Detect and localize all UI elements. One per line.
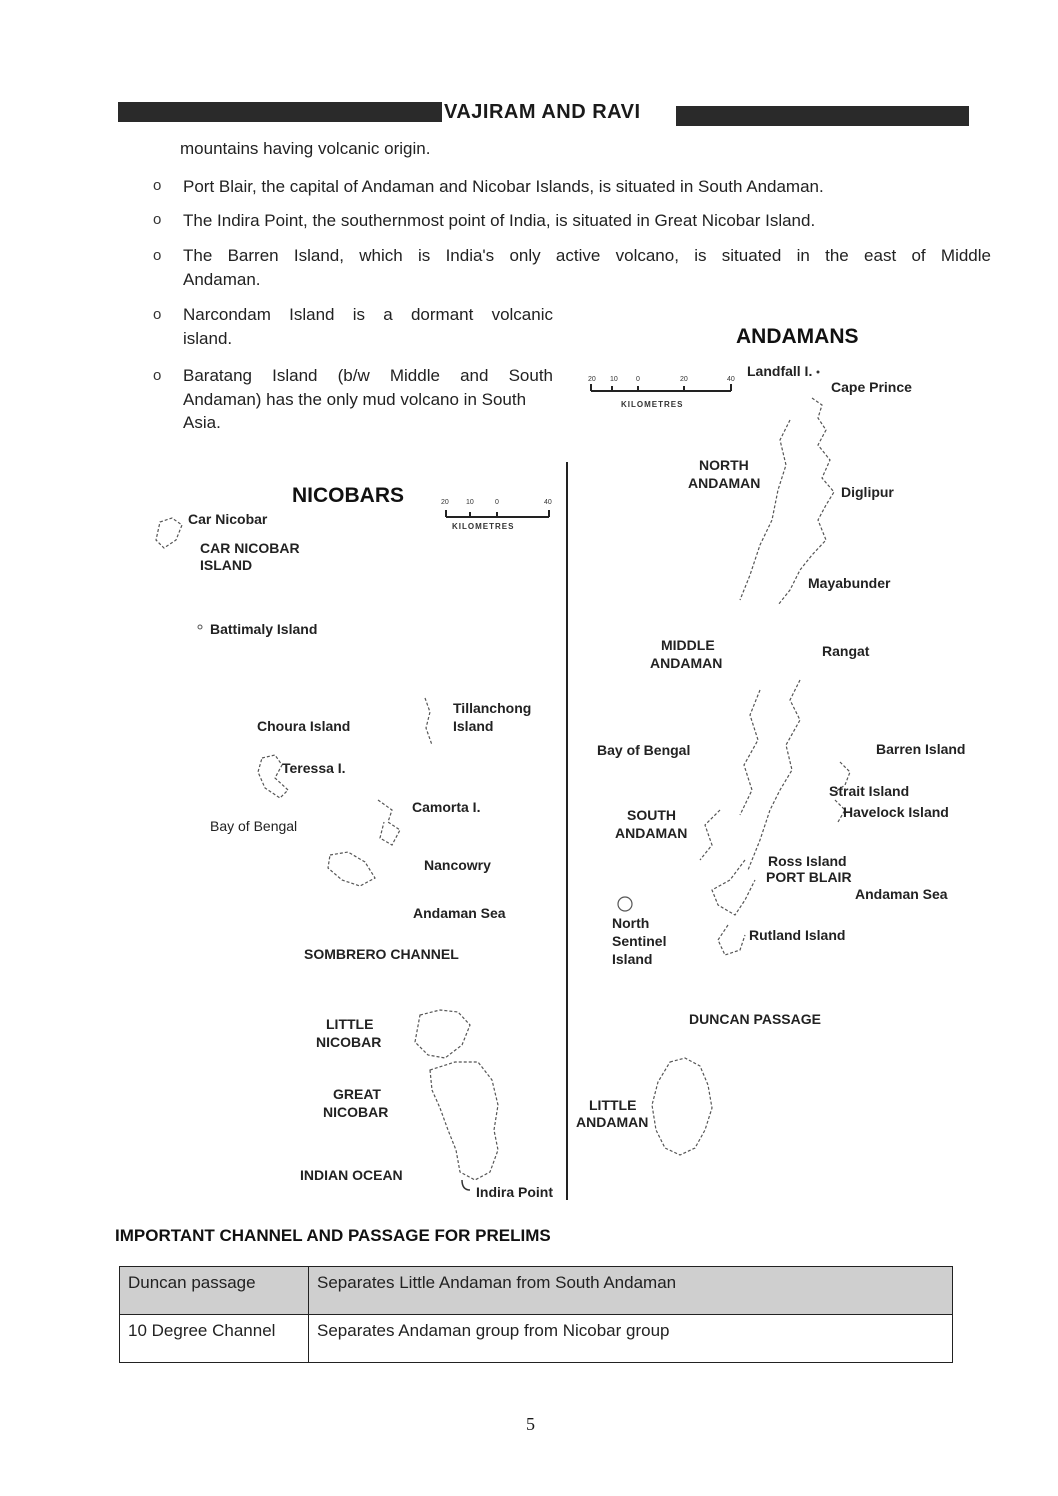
bullet-baratang-line3: Asia. (183, 413, 221, 432)
bullet-baratang-line2: Andaman) has the only mud volcano in South (183, 390, 527, 409)
label-ross-island: Ross Island (768, 853, 847, 869)
label-bay-of-bengal-nicobar: Bay of Bengal (210, 818, 298, 834)
label-great-nicobar-l2: NICOBAR (323, 1104, 389, 1120)
label-bay-of-bengal-andaman: Bay of Bengal (597, 742, 691, 758)
label-car-nicobar-island-l2: ISLAND (200, 557, 253, 573)
label-andaman-sea-andaman: Andaman Sea (855, 886, 948, 902)
label-battimaly: Battimaly Island (210, 621, 318, 637)
label-south-andaman-l1: SOUTH (627, 807, 676, 823)
bullet-marker: o (153, 247, 162, 264)
bullet-narcondam-line1: Narcondam Island is a dormant volcanic (183, 305, 553, 324)
andamans-scale-tick: 20 (680, 376, 688, 383)
table-row (120, 1315, 953, 1363)
table-row (120, 1267, 953, 1315)
andamans-scale-tick: 0 (636, 376, 640, 383)
andamans-scale-bar (591, 384, 731, 391)
andamans-scale-unit: KILOMETRES (621, 400, 684, 409)
bullet-marker: o (153, 211, 162, 228)
label-great-nicobar-l1: GREAT (333, 1086, 381, 1102)
label-tillanchong-l1: Tillanchong (453, 700, 532, 716)
nicobars-scale-tick: 0 (495, 499, 499, 506)
label-port-blair: PORT BLAIR (766, 869, 852, 885)
section-heading: IMPORTANT CHANNEL AND PASSAGE FOR PRELIMS (115, 1226, 551, 1245)
label-little-andaman-l2: ANDAMAN (576, 1114, 649, 1130)
label-rutland: Rutland Island (749, 927, 846, 943)
label-cape-prince: Cape Prince (831, 379, 912, 395)
label-landfall: Landfall I. (747, 363, 813, 379)
nicobar-islands (156, 518, 498, 1180)
nicobars-map-title: NICOBARS (292, 484, 405, 507)
bullet-indira-point: The Indira Point, the southernmost point of India, is situated in Great Nicobar Island. (183, 211, 816, 230)
label-mayabunder: Mayabunder (808, 575, 891, 591)
bullet-baratang-line1: Baratang Island (b/w Middle and South (183, 366, 553, 385)
andaman-islands (652, 398, 850, 1155)
nicobars-scale-tick: 20 (441, 499, 449, 506)
bullet-marker: o (153, 367, 162, 384)
table-cell-name: 10 Degree Channel (120, 1315, 309, 1363)
channels-table (119, 1266, 953, 1363)
label-camorta: Camorta I. (412, 799, 481, 815)
label-car-nicobar: Car Nicobar (188, 511, 268, 527)
table-cell-name: Duncan passage (120, 1267, 309, 1315)
label-indian-ocean: INDIAN OCEAN (300, 1167, 403, 1183)
label-car-nicobar-island-l1: CAR NICOBAR (200, 540, 300, 556)
label-north-andaman-l2: ANDAMAN (688, 475, 761, 491)
page-number: 5 (526, 1414, 535, 1434)
andamans-scale-tick: 40 (727, 376, 735, 383)
label-north-sentinel-l2: Sentinel (612, 933, 667, 949)
bullet-marker: o (153, 177, 162, 194)
label-tillanchong-l2: Island (453, 718, 494, 734)
bullet-marker: o (153, 306, 162, 323)
andamans-scale-tick: 10 (610, 376, 618, 383)
intro-continuation: mountains having volcanic origin. (180, 139, 431, 158)
label-little-nicobar-l2: NICOBAR (316, 1034, 382, 1050)
label-middle-andaman-l1: MIDDLE (661, 637, 715, 653)
indira-point-mark (462, 1180, 470, 1190)
battimaly-dot (198, 625, 202, 629)
nicobars-scale-tick: 40 (544, 499, 552, 506)
bullet-barren-line1: The Barren Island, which is India's only active volcano, is situated in the east of Middle (183, 246, 991, 265)
label-andaman-sea-nicobar: Andaman Sea (413, 905, 506, 921)
bullet-narcondam-line2: island. (183, 329, 233, 348)
label-indira-point: Indira Point (476, 1184, 553, 1200)
label-north-andaman-l1: NORTH (699, 457, 749, 473)
label-duncan-passage: DUNCAN PASSAGE (689, 1011, 821, 1027)
bullet-barren-line2: Andaman. (183, 270, 261, 289)
label-middle-andaman-l2: ANDAMAN (650, 655, 723, 671)
nicobars-scale-unit: KILOMETRES (452, 522, 515, 531)
header-title: VAJIRAM AND RAVI (444, 101, 641, 123)
table-cell-desc: Separates Andaman group from Nicobar group (309, 1315, 953, 1363)
nicobars-scale-bar (446, 510, 549, 517)
north-sentinel-outline (618, 897, 632, 911)
label-choura: Choura Island (257, 718, 351, 734)
label-diglipur: Diglipur (841, 484, 894, 500)
label-nancowry: Nancowry (424, 857, 491, 873)
label-little-nicobar-l1: LITTLE (326, 1016, 374, 1032)
label-north-sentinel-l1: North (612, 915, 650, 931)
label-strait-island: Strait Island (829, 783, 910, 799)
nicobars-scale-tick: 10 (466, 499, 474, 506)
andamans-scale-tick: 20 (588, 376, 596, 383)
label-north-sentinel-l3: Island (612, 951, 653, 967)
label-rangat: Rangat (822, 643, 870, 659)
label-havelock: Havelock Island (843, 804, 949, 820)
label-teressa: Teressa I. (282, 760, 346, 776)
bullet-port-blair: Port Blair, the capital of Andaman and Nicobar Islands, is situated in South Andaman. (183, 177, 824, 196)
landfall-dot (817, 371, 820, 374)
label-sombrero-channel: SOMBRERO CHANNEL (304, 946, 459, 962)
label-little-andaman-l1: LITTLE (589, 1097, 637, 1113)
label-barren-island: Barren Island (876, 741, 966, 757)
table-cell-desc: Separates Little Andaman from South Andaman (309, 1267, 953, 1315)
andamans-map-title: ANDAMANS (736, 325, 859, 348)
label-south-andaman-l2: ANDAMAN (615, 825, 688, 841)
